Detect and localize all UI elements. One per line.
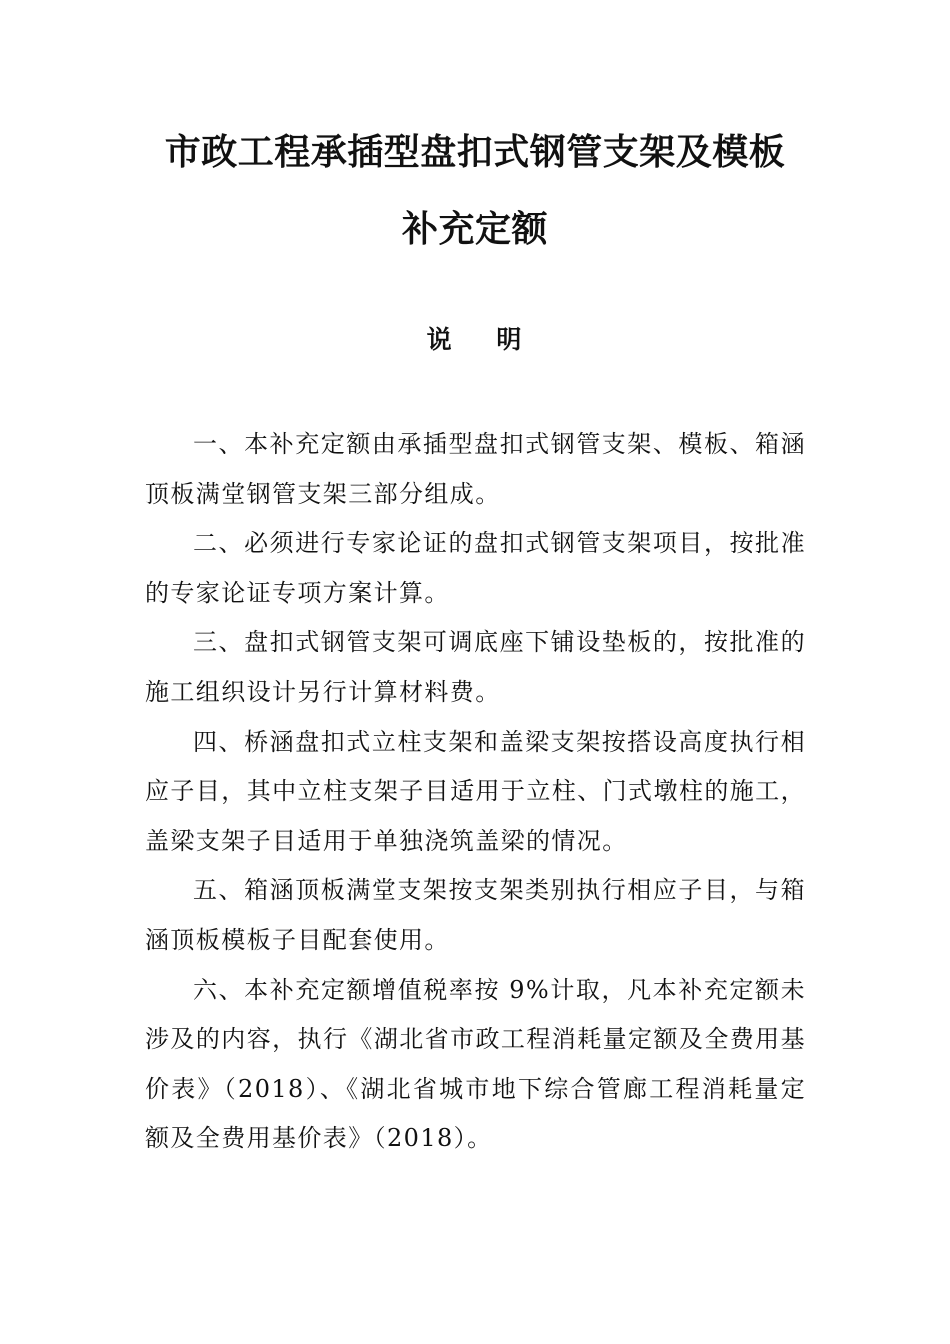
document-title-line-2: 补充定额 [401,208,548,250]
section-heading: 说 明 [426,325,524,354]
paragraph-5: 五、箱涵顶板满堂支架按支架类别执行相应子目，与箱涵顶板模板子目配套使用。 [145,876,806,954]
paragraph-1: 一、本补充定额由承插型盘扣式钢管支架、模板、箱涵顶板满堂钢管支架三部分组成。 [145,430,806,508]
paragraph-3: 三、盘扣式钢管支架可调底座下铺设垫板的，按批准的施工组织设计另行计算材料费。 [145,628,806,706]
paragraph-2: 二、必须进行专家论证的盘扣式钢管支架项目，按批准的专家论证专项方案计算。 [145,529,806,607]
document-title-line-1: 市政工程承插型盘扣式钢管支架及模板 [164,131,786,173]
paragraph-6: 六、本补充定额增值税率按 9%计取，凡本补充定额未涉及的内容，执行《湖北省市政工程消耗量定额及全费用基价表》（2018）、《湖北省城市地下综合管廊工程消耗量定额及全费用基价表》（2018）。 [145,975,806,1153]
document-body [145,420,806,1164]
paragraph-4: 四、桥涵盘扣式立柱支架和盖梁支架按搭设高度执行相应子目，其中立柱支架子目适用于立柱、门式墩柱的施工，盖梁支架子目适用于单独浇筑盖梁的情况。 [145,727,806,855]
